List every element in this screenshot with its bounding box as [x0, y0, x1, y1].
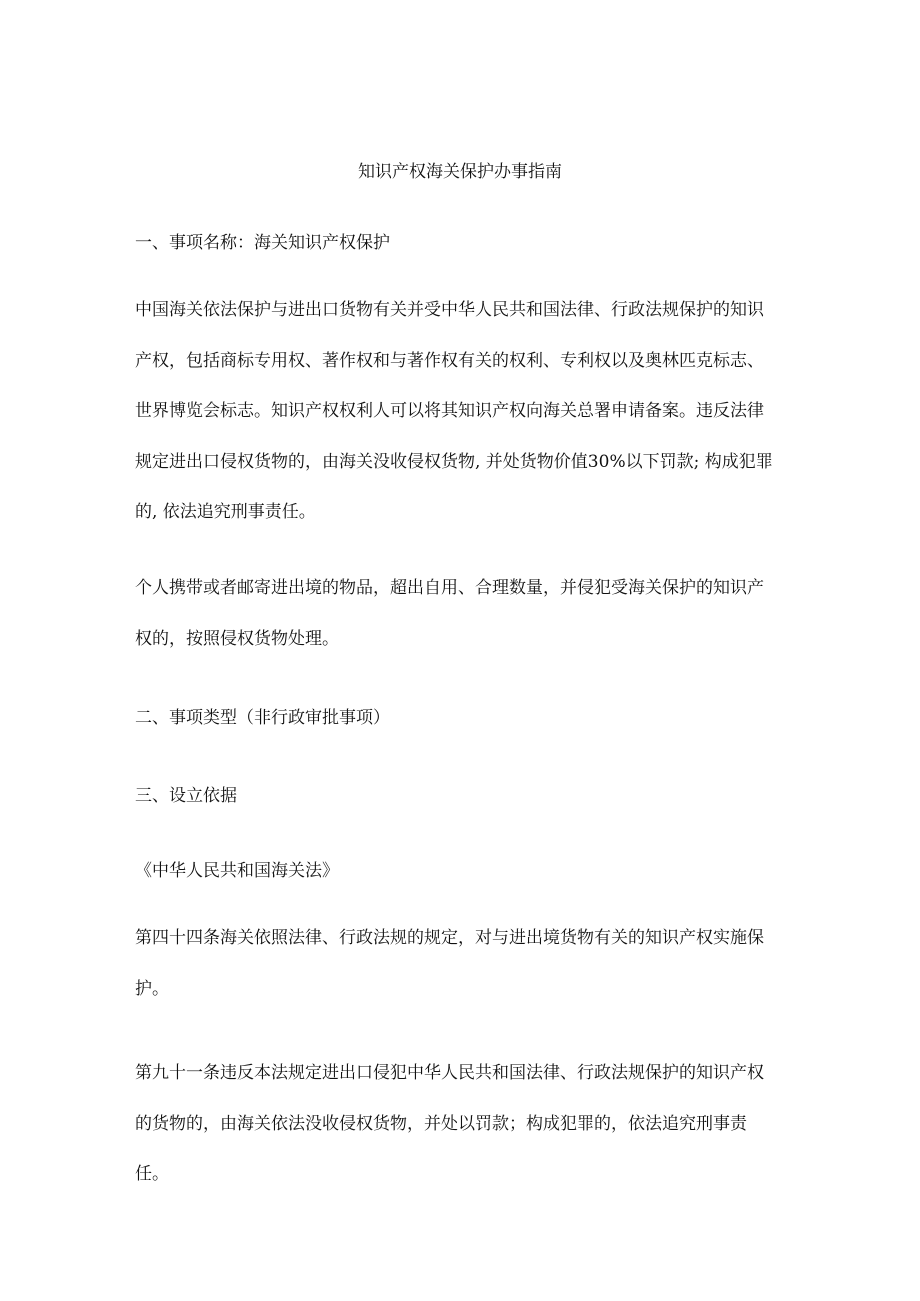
section-1-paragraph-1: 中国海关依法保护与进出口货物有关并受中华人民共和国法律、行政法规保护的知识产权，包括商标专用权、著作权和与著作权有关的权利、专利权以及奥林匹克标志、世界博览会标志。知识产权权利人可以将其知识产权向海关总署申请备案。违反法律规定进出口侵权货物的，由海关没收侵权货物, 并处货物价值30%以下罚款; 构成犯罪的, 依法追究刑事责任。	[135, 300, 773, 522]
section-2-heading: 二、事项类型（非行政审批事项）	[135, 708, 390, 728]
section-3-heading: 三、设立依据	[135, 786, 237, 806]
document-title: 知识产权海关保护办事指南	[358, 162, 562, 182]
section-1-heading: 一、事项名称：海关知识产权保护	[135, 233, 390, 253]
law-title: 《中华人民共和国海关法》	[135, 861, 339, 881]
article-91: 第九十一条违反本法规定进出口侵犯中华人民共和国法律、行政法规保护的知识产权的货物的，由海关依法没收侵权货物，并处以罚款；构成犯罪的，依法追究刑事责任。	[135, 1063, 764, 1184]
article-44: 第四十四条海关依照法律、行政法规的规定，对与进出境货物有关的知识产权实施保护。	[135, 928, 764, 999]
section-1-paragraph-2: 个人携带或者邮寄进出境的物品，超出自用、合理数量，并侵犯受海关保护的知识产权的，按照侵权货物处理。	[135, 578, 764, 649]
